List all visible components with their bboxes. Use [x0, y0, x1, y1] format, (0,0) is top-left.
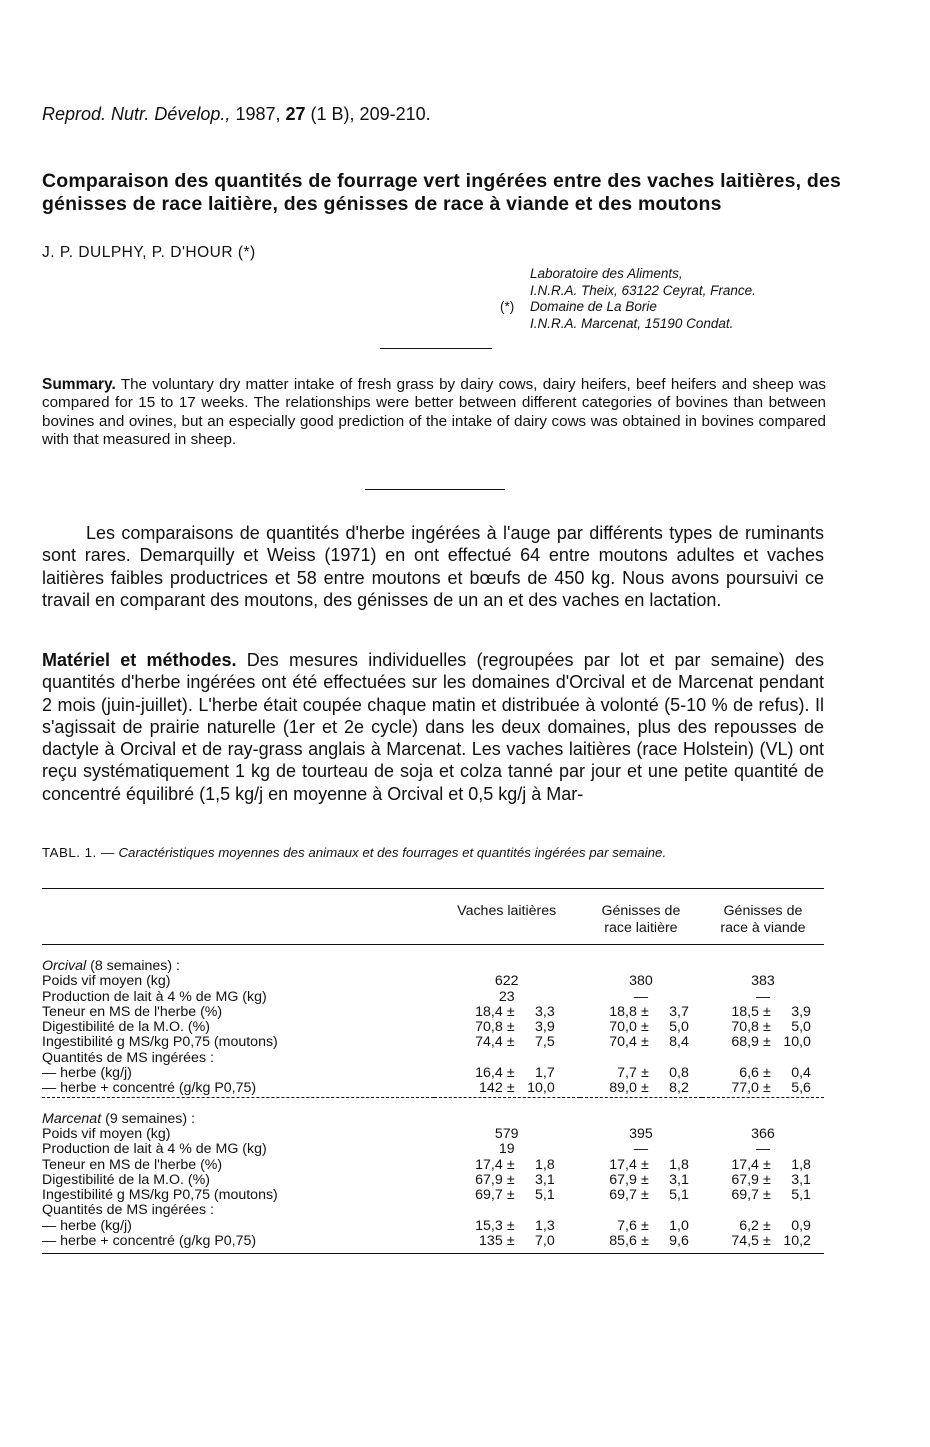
summary-text: The voluntary dry matter intake of fresh grass by dairy cows, dairy heifers, beef heifers and sheep was compared for 15 to 17 weeks. The relationships were better between different categories of bovines than between bovines and ovines, but an especially good prediction of the intake of dairy cows was obtained in bovines compared with that measured in sheep. — [42, 376, 826, 449]
cell-pm: ± — [641, 1019, 649, 1036]
cell-value — [580, 1035, 702, 1050]
cell-value — [434, 1081, 580, 1097]
divider — [380, 348, 492, 349]
cell-sd: 5,1 — [669, 1187, 689, 1204]
cell-value — [434, 990, 580, 1005]
cell-value — [580, 1066, 702, 1081]
cell-value — [434, 1173, 580, 1188]
cell-value — [434, 1051, 580, 1066]
cell-sd: 1,0 — [669, 1217, 689, 1234]
cell-value — [580, 1234, 702, 1254]
cell-value — [434, 1188, 580, 1203]
cell-pm: ± — [506, 1233, 515, 1250]
cell-mean: 23 — [498, 988, 515, 1005]
site-name: Marcenat — [42, 1110, 102, 1127]
cell-pm: ± — [763, 1187, 771, 1204]
row-label: Production de lait à 4 % de MG (kg) — [42, 988, 267, 1005]
row-label: — herbe + concentré (g/kg P0,75) — [42, 1234, 434, 1254]
cell-mean: 622 — [494, 973, 519, 990]
column-header: Vaches laitières — [457, 903, 557, 919]
cell-sd: 8,2 — [669, 1080, 689, 1097]
cell-mean: 18,4 — [475, 1003, 503, 1020]
cell-mean: 395 — [629, 1125, 653, 1142]
cell-pm: ± — [763, 1019, 771, 1036]
cell-value — [580, 1005, 702, 1020]
cell-pm: ± — [763, 1171, 771, 1188]
cell-mean: 70,0 — [609, 1019, 637, 1036]
cell-pm: ± — [641, 1080, 649, 1097]
table-row — [42, 1173, 824, 1188]
cell-value — [434, 1203, 580, 1218]
cell-sd: 5,1 — [534, 1187, 555, 1204]
cell-mean: 6,6 — [739, 1065, 759, 1082]
cell-mean: 77,0 — [731, 1080, 759, 1097]
cell-value — [580, 1051, 702, 1066]
cell-mean: 17,4 — [609, 1156, 637, 1173]
table-row — [42, 1203, 824, 1218]
site-weeks: (9 semaines) : — [105, 1110, 195, 1127]
cell-sd: 8,4 — [669, 1034, 689, 1051]
cell-pm: ± — [763, 1065, 771, 1082]
cell-sd: 5,1 — [791, 1187, 811, 1204]
table-row — [42, 1035, 824, 1050]
cell-mean: 380 — [629, 973, 653, 990]
cell-sd: 7,5 — [534, 1034, 555, 1051]
cell-mean: 16,4 — [475, 1065, 503, 1082]
cell-mean: 579 — [494, 1125, 519, 1142]
cell-value — [580, 1173, 702, 1188]
row-label: — herbe + concentré (g/kg P0,75) — [42, 1081, 434, 1097]
cell-pm: ± — [506, 1080, 515, 1097]
cell-mean: 17,4 — [731, 1156, 759, 1173]
cell-sd: 1,7 — [534, 1065, 555, 1082]
cell-value — [702, 1127, 824, 1142]
cell-mean: 366 — [751, 1125, 775, 1142]
cell-mean: 67,9 — [731, 1171, 759, 1188]
affiliations — [500, 266, 756, 332]
journal-issue-pages: (1 B), 209-210. — [310, 104, 431, 124]
cell-mean: 69,7 — [731, 1187, 759, 1204]
cell-value — [580, 990, 702, 1005]
cell-sd: 3,9 — [534, 1019, 555, 1036]
cell-pm: ± — [506, 1156, 515, 1173]
paragraph-intro: Les comparaisons de quantités d'herbe ingérées à l'auge par différents types de ruminants sont rares. Demarquilly et Weiss (1971) en ont effectué 64 entre moutons adultes et vaches laitières faibles productrices et 58 entre moutons et bœufs de 450 kg. Nous avons poursuivi ce travail en comparant des moutons, des génisses de un an et des vaches en lactation. — [42, 523, 824, 610]
divider — [365, 489, 505, 490]
affiliation-line: I.N.R.A. Marcenat, 15190 Condat. — [530, 315, 734, 331]
row-label: Digestibilité de la M.O. (%) — [42, 1019, 210, 1036]
table-row — [42, 1158, 824, 1173]
cell-value — [702, 1234, 824, 1254]
cell-pm: ± — [763, 1233, 771, 1250]
summary-label: Summary. — [42, 376, 116, 393]
row-label: — herbe (kg/j) — [42, 1217, 132, 1234]
cell-value — [580, 974, 702, 989]
cell-sd: 0,9 — [791, 1217, 811, 1234]
journal-year: 1987, — [235, 104, 281, 124]
cell-mean: 69,7 — [609, 1187, 637, 1204]
cell-mean: 6,2 — [739, 1217, 759, 1234]
table-row — [42, 1219, 824, 1234]
cell-pm: ± — [506, 1217, 515, 1234]
cell-mean: 17,4 — [475, 1156, 503, 1173]
cell-mean: 85,6 — [609, 1233, 637, 1250]
cell-value — [580, 1203, 702, 1218]
affiliation-line: (*) Domaine de La Borie — [500, 299, 657, 314]
cell-mean: 7,6 — [617, 1217, 637, 1234]
cell-sd: 10,0 — [527, 1080, 555, 1097]
affiliation-line: Laboratoire des Aliments, — [530, 266, 683, 281]
paragraph-methods — [42, 649, 824, 805]
cell-sd: 3,7 — [669, 1003, 689, 1020]
methods-label: Matériel et méthodes. — [42, 650, 237, 670]
affiliation-line: I.N.R.A. Theix, 63122 Ceyrat, France. — [530, 282, 756, 298]
cell-value — [580, 1081, 702, 1097]
cell-pm: ± — [641, 1034, 649, 1051]
cell-mean: 89,0 — [609, 1080, 637, 1097]
cell-value — [434, 1066, 580, 1081]
table-row — [42, 990, 824, 1005]
data-table — [42, 888, 824, 1254]
cell-value — [702, 1188, 824, 1203]
cell-value — [702, 1066, 824, 1081]
cell-sd: 5,6 — [791, 1080, 811, 1097]
cell-sd: 10,0 — [783, 1034, 811, 1051]
cell-sd: 1,8 — [791, 1156, 811, 1173]
cell-mean: 383 — [751, 973, 775, 990]
cell-mean: — — [755, 1141, 771, 1158]
table-group-header — [42, 1097, 824, 1127]
cell-sd: 3,1 — [669, 1171, 689, 1188]
cell-pm: ± — [641, 1217, 649, 1234]
cell-sd: 9,6 — [669, 1233, 689, 1250]
cell-sd: 5,0 — [791, 1019, 811, 1036]
cell-pm: ± — [641, 1065, 649, 1082]
cell-pm: ± — [506, 1187, 515, 1204]
cell-value — [702, 974, 824, 989]
cell-pm: ± — [763, 1003, 771, 1020]
table-row — [42, 1142, 824, 1157]
cell-value — [434, 1035, 580, 1050]
row-label: Ingestibilité g MS/kg P0,75 (moutons) — [42, 1034, 278, 1051]
table-row — [42, 1081, 824, 1097]
cell-pm: ± — [763, 1034, 771, 1051]
cell-value — [580, 1219, 702, 1234]
cell-value — [702, 1173, 824, 1188]
cell-mean: 7,7 — [617, 1065, 637, 1082]
cell-value — [702, 1158, 824, 1173]
cell-sd: 3,1 — [534, 1171, 555, 1188]
cell-value — [434, 1020, 580, 1035]
cell-mean: 142 — [479, 1080, 503, 1097]
cell-mean: 68,9 — [731, 1034, 759, 1051]
cell-value — [434, 1005, 580, 1020]
row-label: Digestibilité de la M.O. (%) — [42, 1171, 210, 1188]
cell-pm: ± — [641, 1003, 649, 1020]
row-label: Poids vif moyen (kg) — [42, 973, 171, 990]
cell-mean: 69,7 — [475, 1187, 503, 1204]
cell-sd: 10,2 — [783, 1233, 811, 1250]
cell-value — [702, 1020, 824, 1035]
journal-volume: 27 — [285, 104, 306, 124]
cell-sd: 1,3 — [534, 1217, 555, 1234]
cell-mean: — — [755, 988, 771, 1005]
methods-text: Des mesures individuelles (regroupées par lot et par semaine) des quantités d'herbe ingérées ont été effectuées sur les domaines d'Orcival et de Marcenat pendant 2 mois (juin-juillet). L'herbe était coupée chaque matin et distribuée à volonté (5-10 % de refus). Il s'agissait de prairie naturelle (1er et 2e cycle) dans les deux domaines, plus des repousses de dactyle à Orcival et de ray-grass anglais à Marcenat. Les vaches laitières (race Holstein) (VL) ont reçu systématiquement 1 kg de tourteau de soja et colza tanné par jour et une petite quantité de concentré équilibré (1,5 kg/j en moyenne à Orcival et 0,5 kg/j à Mar- — [42, 650, 824, 804]
article-authors: J. P. DULPHY, P. D'HOUR (*) — [42, 244, 256, 261]
table-group-header — [42, 945, 824, 975]
cell-value — [580, 1188, 702, 1203]
table-header-row — [42, 889, 824, 945]
cell-value — [702, 1035, 824, 1050]
cell-pm: ± — [506, 1003, 515, 1020]
cell-mean: 70,8 — [475, 1019, 503, 1036]
cell-sd: 3,3 — [534, 1003, 555, 1020]
cell-sd: 0,8 — [669, 1065, 689, 1082]
cell-mean: 19 — [498, 1141, 515, 1158]
cell-pm: ± — [763, 1156, 771, 1173]
cell-sd: 1,8 — [534, 1156, 555, 1173]
cell-mean: 15,3 — [475, 1217, 503, 1234]
summary — [42, 376, 826, 450]
article-title: Comparaison des quantités de fourrage vert ingérées entre des vaches laitières, des génisses de race laitière, des génisses de race à viande et des moutons — [42, 170, 842, 215]
table-row — [42, 1066, 824, 1081]
row-label: Quantités de MS ingérées : — [42, 1049, 214, 1066]
cell-mean: 70,8 — [731, 1019, 759, 1036]
cell-value — [434, 1142, 580, 1157]
cell-sd: 1,8 — [669, 1156, 689, 1173]
cell-sd: 7,0 — [534, 1233, 555, 1250]
cell-value — [580, 1127, 702, 1142]
cell-value — [702, 1081, 824, 1097]
cell-value — [434, 1219, 580, 1234]
row-label: Production de lait à 4 % de MG (kg) — [42, 1141, 267, 1158]
cell-mean: 74,5 — [731, 1233, 759, 1250]
cell-pm: ± — [641, 1187, 649, 1204]
row-label: Teneur en MS de l'herbe (%) — [42, 1003, 223, 1020]
cell-sd: 3,1 — [791, 1171, 811, 1188]
cell-sd: 0,4 — [791, 1065, 811, 1082]
cell-sd: 3,9 — [791, 1003, 811, 1020]
cell-value — [580, 1142, 702, 1157]
cell-value — [434, 1127, 580, 1142]
table-row — [42, 1051, 824, 1066]
cell-sd: 5,0 — [669, 1019, 689, 1036]
cell-pm: ± — [506, 1065, 515, 1082]
column-header: Génisses de race laitière — [601, 903, 681, 936]
cell-pm: ± — [506, 1034, 515, 1051]
cell-value — [580, 1158, 702, 1173]
table-header-empty — [42, 889, 434, 945]
cell-value — [702, 1219, 824, 1234]
cell-pm: ± — [641, 1233, 649, 1250]
cell-pm: ± — [506, 1019, 515, 1036]
cell-mean: 67,9 — [609, 1171, 637, 1188]
site-name: Orcival — [42, 958, 87, 974]
site-weeks: (8 semaines) : — [90, 958, 180, 974]
cell-value — [580, 1020, 702, 1035]
cell-value — [434, 1234, 580, 1254]
cell-mean: 18,8 — [609, 1003, 637, 1020]
cell-value — [702, 1005, 824, 1020]
cell-value — [434, 1158, 580, 1173]
cell-pm: ± — [641, 1171, 649, 1188]
cell-pm: ± — [763, 1080, 771, 1097]
journal-name: Reprod. Nutr. Dévelop., — [42, 104, 231, 124]
cell-mean: — — [633, 1141, 648, 1158]
cell-mean: 67,9 — [475, 1171, 503, 1188]
table-row — [42, 1005, 824, 1020]
row-label: Poids vif moyen (kg) — [42, 1125, 171, 1142]
table-caption-label: TABL. 1. — — [42, 845, 115, 860]
table-row — [42, 974, 824, 989]
cell-value — [702, 990, 824, 1005]
journal-citation — [42, 104, 431, 125]
cell-value — [702, 1142, 824, 1157]
cell-mean: 70,4 — [609, 1034, 637, 1051]
cell-mean: 74,4 — [475, 1034, 503, 1051]
column-header: Génisses de race à viande — [720, 903, 806, 936]
cell-value — [434, 974, 580, 989]
cell-value — [702, 1051, 824, 1066]
table-row — [42, 1234, 824, 1254]
cell-mean: 135 — [479, 1233, 503, 1250]
row-label: Quantités de MS ingérées : — [42, 1202, 214, 1219]
table-row — [42, 1020, 824, 1035]
cell-mean: 18,5 — [731, 1003, 759, 1020]
cell-pm: ± — [641, 1156, 649, 1173]
row-label: Ingestibilité g MS/kg P0,75 (moutons) — [42, 1187, 278, 1204]
cell-pm: ± — [763, 1217, 771, 1234]
table-caption-text: Caractéristiques moyennes des animaux et des fourrages et quantités ingérées par semaine. — [118, 845, 667, 860]
cell-pm: ± — [506, 1171, 515, 1188]
table-row — [42, 1188, 824, 1203]
row-label: Teneur en MS de l'herbe (%) — [42, 1156, 223, 1173]
table-row — [42, 1127, 824, 1142]
cell-mean: — — [633, 988, 648, 1005]
table-caption — [42, 845, 828, 861]
row-label: — herbe (kg/j) — [42, 1065, 132, 1082]
cell-value — [702, 1203, 824, 1218]
